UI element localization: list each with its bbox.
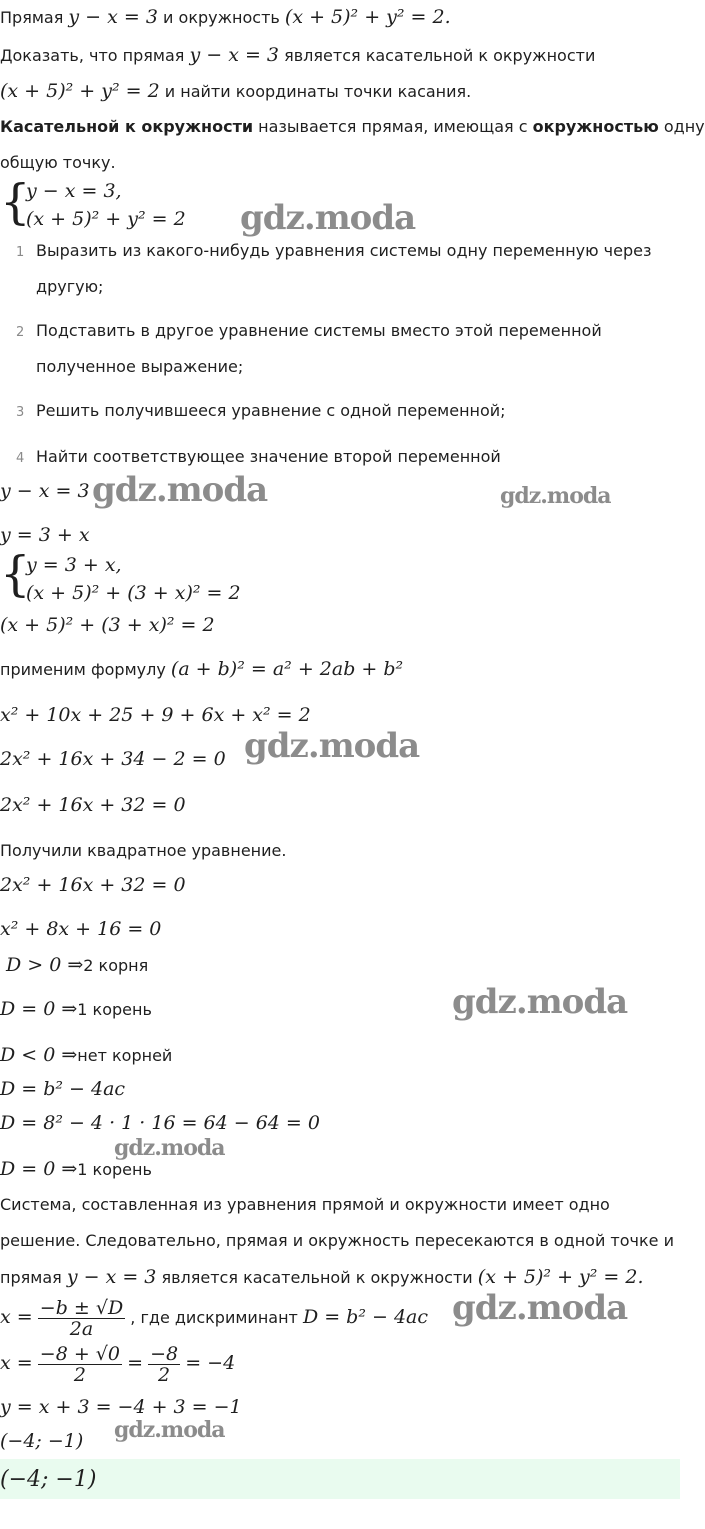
formula-line: применим формулу (a + b)² = a² + 2ab + b² xyxy=(0,658,404,680)
problem-line-1: Прямая y − x = 3 и окружность (x + 5)² + y² = 2. xyxy=(0,6,451,28)
conclusion-line-3: прямая y − x = 3 является касательной к окружности (x + 5)² + y² = 2. xyxy=(0,1266,644,1288)
answer-box xyxy=(0,1459,680,1499)
x-value: x = $\frac{-8 + √0}{2}$ = $\frac{-8}{2}$ = −4 xyxy=(0,1343,236,1386)
definition-line-1: Касательной к окружности называется прямая, имеющая с окружностью одну xyxy=(0,117,705,136)
answer-value: (−4; −1) xyxy=(0,1467,97,1492)
eq-4: x² + 10x + 25 + 9 + 6x + x² = 2 xyxy=(0,704,311,726)
system-brace: { xyxy=(0,174,31,230)
eq-6: 2x² + 16x + 32 = 0 xyxy=(0,794,186,816)
tangent-point: (−4; −1) xyxy=(0,1430,84,1452)
discriminant-negative: D < 0 ⇒нет корней xyxy=(0,1044,173,1066)
problem-line-3: (x + 5)² + y² = 2 и найти координаты точки касания. xyxy=(0,80,472,102)
watermark: gdz.moda xyxy=(452,1288,628,1328)
eq-5: 2x² + 16x + 34 − 2 = 0 xyxy=(0,748,226,770)
system1-row2: (x + 5)² + y² = 2 xyxy=(26,208,186,230)
root-formula: x = $\frac{-b \pm √D}{2a}$ , где дискриминант D = b² − 4ac xyxy=(0,1297,429,1340)
watermark: gdz.moda xyxy=(114,1417,225,1443)
eq-1: y − x = 3 xyxy=(0,480,90,502)
discriminant-result: D = 0 ⇒1 корень xyxy=(0,1158,152,1180)
watermark: gdz.moda xyxy=(92,470,268,510)
watermark: gdz.moda xyxy=(114,1135,225,1161)
watermark: gdz.moda xyxy=(452,982,628,1022)
system2-row1: y = 3 + x, xyxy=(26,554,122,576)
quadratic-note: Получили квадратное уравнение. xyxy=(0,841,287,860)
eq-7: 2x² + 16x + 32 = 0 xyxy=(0,874,186,896)
step-2: 2 Подставить в другое уравнение системы вместо этой переменной xyxy=(16,321,602,340)
step-2-cont: полученное выражение; xyxy=(36,357,244,376)
discriminant-zero: D = 0 ⇒1 корень xyxy=(0,998,152,1020)
conclusion-line-2: решение. Следовательно, прямая и окружность пересекаются в одной точке и xyxy=(0,1231,674,1250)
definition-line-2: общую точку. xyxy=(0,153,116,172)
watermark: gdz.moda xyxy=(240,198,416,238)
eq-8: x² + 8x + 16 = 0 xyxy=(0,918,162,940)
step-4: 4 Найти соответствующее значение второй переменной xyxy=(16,447,501,466)
eq-2: y = 3 + x xyxy=(0,524,90,546)
step-3: 3 Решить получившееся уравнение с одной переменной; xyxy=(16,401,506,420)
eq-3: (x + 5)² + (3 + x)² = 2 xyxy=(0,614,215,636)
watermark: gdz.moda xyxy=(244,726,420,766)
discriminant-positive: D > 0 ⇒2 корня xyxy=(6,954,149,976)
conclusion-line-1: Система, составленная из уравнения прямой и окружности имеет одно xyxy=(0,1195,610,1214)
eq-10: D = 8² − 4 · 1 · 16 = 64 − 64 = 0 xyxy=(0,1112,320,1134)
watermark: gdz.moda xyxy=(500,483,611,509)
system1-row1: y − x = 3, xyxy=(26,180,122,202)
system-brace: { xyxy=(0,546,31,602)
y-value: y = x + 3 = −4 + 3 = −1 xyxy=(0,1396,242,1418)
eq-9: D = b² − 4ac xyxy=(0,1078,126,1100)
step-1: 1 Выразить из какого-нибудь уравнения системы одну переменную через xyxy=(16,241,652,260)
step-1-cont: другую; xyxy=(36,277,104,296)
problem-line-2: Доказать, что прямая y − x = 3 является касательной к окружности xyxy=(0,44,596,66)
system2-row2: (x + 5)² + (3 + x)² = 2 xyxy=(26,582,241,604)
